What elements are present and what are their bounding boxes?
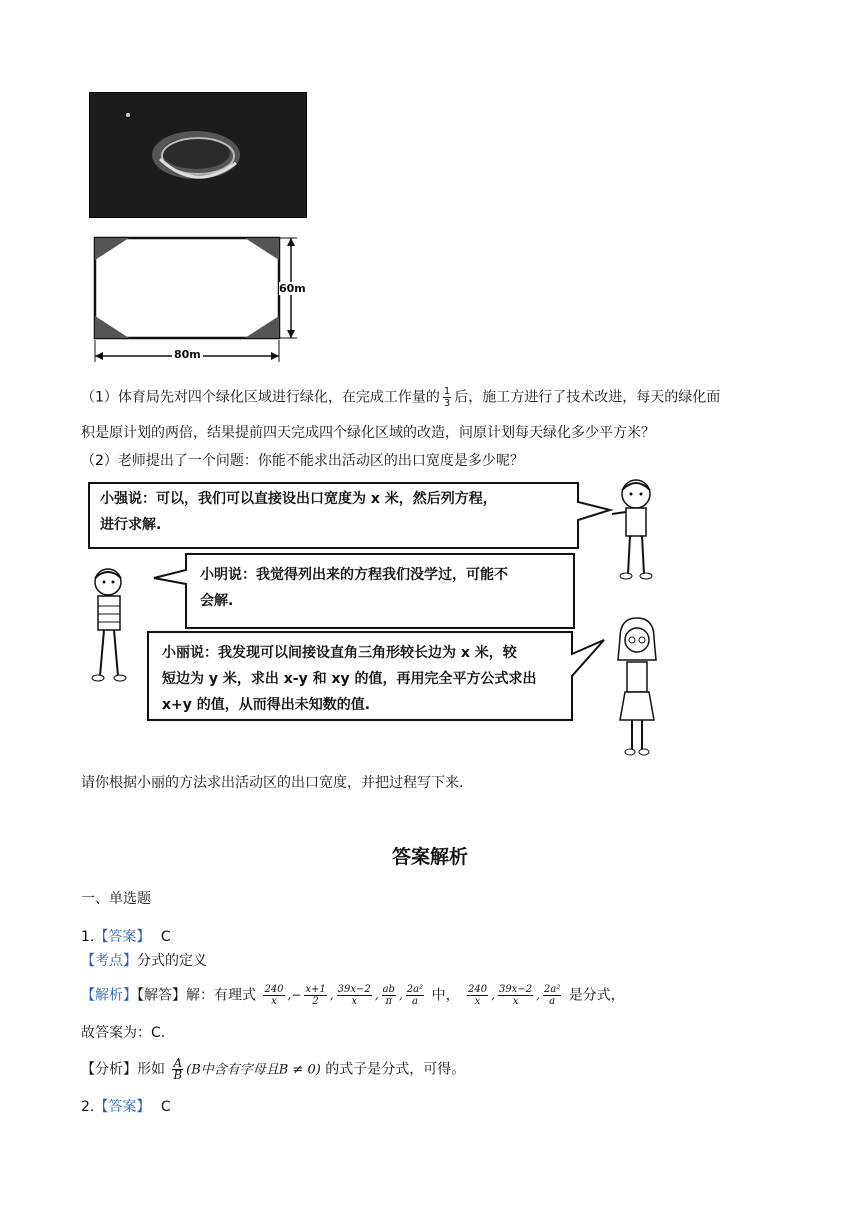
- q1-text-b: 后，施工方进行了技术改进，每天的绿化面: [454, 389, 721, 406]
- item-2-answer: 2.【答案】 C: [81, 1099, 171, 1115]
- fraction-a-over-b: $\frac{A}{B}$: [173, 1056, 183, 1082]
- answer-tag: 【答案】: [94, 929, 151, 945]
- item-1-fenxi: 【分析】形如 $\frac{A}{B}$ (B中含有字母且B ≠ 0) 的式子是分式，可得。: [81, 1056, 466, 1082]
- kaodian-tag: 【考点】: [81, 953, 137, 969]
- part-heading: 一、单选题: [81, 891, 151, 907]
- item-1-conclusion: 故答案为：C.: [81, 1025, 166, 1041]
- math-fraction-list: $\frac{240}{x}$ , $\frac{39x-2}{x}$ , $\frac{\text{2a²}}{a}$: [468, 984, 561, 1007]
- answer-section-title: 答案解析: [391, 846, 468, 868]
- width-label: 80m: [174, 348, 201, 361]
- bubble-xiaoqiang: 小强说：可以，我们可以直接设出口宽度为 x 米，然后列方程， 进行求解.: [100, 491, 497, 533]
- question-2: （2）老师提出了一个问题：你能不能求出活动区的出口宽度是多少呢？: [81, 453, 524, 469]
- field-diagram: [89, 230, 319, 368]
- height-label: 60m: [279, 282, 306, 295]
- jiexi-tag: 【解析】: [81, 987, 137, 1004]
- math-expression-list: $\frac{240}{x}$ ,− $\frac{x+1}{2}$ , $\frac{39x-2}{x}$ , $\frac{ab}{\pi}$ , $\frac{\text{2a²}}{a}$: [264, 984, 424, 1007]
- item-1-answer: 1.【答案】 C: [81, 929, 171, 945]
- stadium-photo: [89, 92, 307, 218]
- boy-xiaoqiang-figure: [610, 478, 660, 586]
- boy-xiaoming-figure: [86, 566, 134, 690]
- fraction-one-third: $\frac{1}{3}$: [443, 386, 451, 409]
- item-1-jiexi: 【解析】【解答】解：有理式 $\frac{240}{x}$ ,− $\frac{x+1}{2}$ , $\frac{39x-2}{x}$ , $\frac{ab}{\pi}$ , $\frac{\text{2a²}}{a}$ 中， $\frac{240}{x}$ , $\frac{39x-2}{x}$ , $\frac{\text{2a²}}{a}$ 是分式，: [81, 984, 625, 1007]
- q1-text-a: （1）体育局先对四个绿化区域进行绿化，在完成工作量的: [81, 389, 440, 406]
- bubble-xiaoli: 小丽说：我发现可以间接设直角三角形较长边为 x 米，较 短边为 y 米，求出 x-y 和 xy 的值，再用完全平方公式求出 x+y 的值，从而得出未知数的值.: [162, 645, 537, 713]
- final-instruction: 请你根据小丽的方法求出活动区的出口宽度，并把过程写下来.: [81, 775, 464, 791]
- question-1-line-2: 积是原计划的两倍，结果提前四天完成四个绿化区域的改造，问原计划每天绿化多少平方米？: [81, 425, 655, 441]
- girl-xiaoli-figure: [612, 616, 662, 760]
- item-1-kaodian: 【考点】分式的定义: [81, 953, 207, 969]
- question-1-line-1: [81, 386, 720, 409]
- bubble-xiaoming: 小明说：我觉得列出来的方程我们没学过，可能不 会解.: [200, 567, 508, 609]
